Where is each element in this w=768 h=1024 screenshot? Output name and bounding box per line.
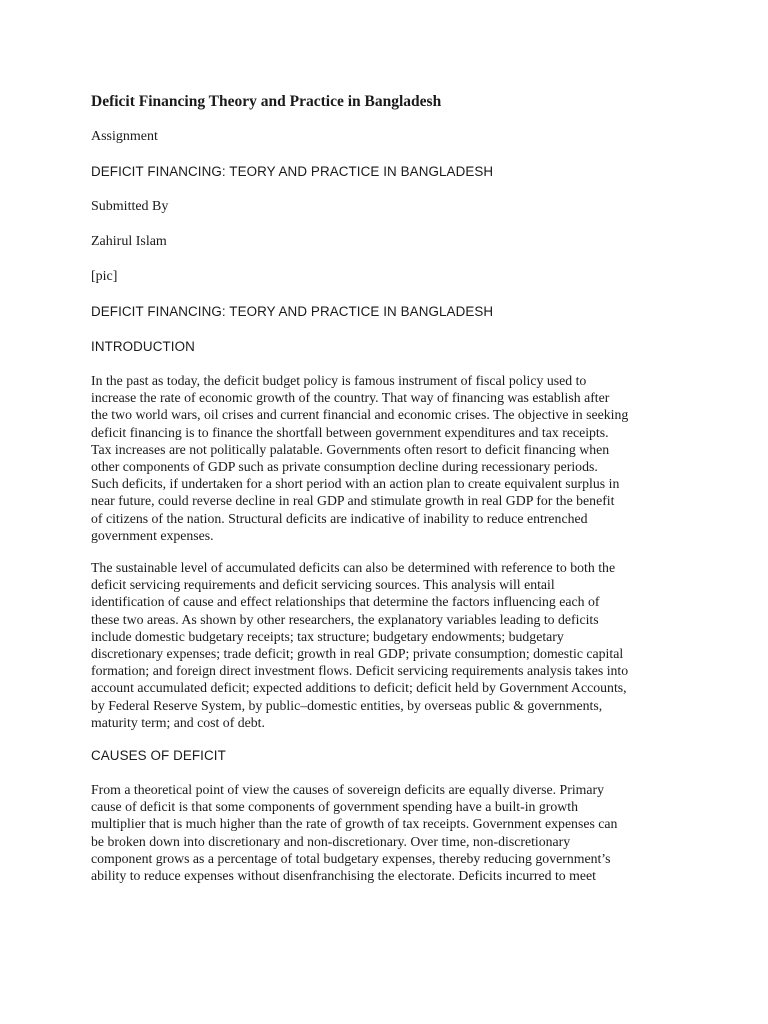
paragraph-introduction — [91, 372, 681, 544]
paragraph-line: include domestic budgetary receipts; tax structure; budgetary endowments; budgetary — [91, 628, 564, 644]
pic-placeholder: [pic] — [91, 269, 118, 284]
paragraph-line: identification of cause and effect relationships that determine the factors influencing each of — [91, 594, 600, 610]
paragraph-line: by Federal Reserve System, by public–domestic entities, by overseas public & governments, — [91, 697, 603, 713]
submitted-by-label: Submitted By — [91, 199, 169, 214]
paragraph-line: Such deficits, if undertaken for a short period with an action plan to create equivalent surplus in — [91, 476, 620, 492]
paragraph-line: deficit servicing requirements and deficit servicing sources. This analysis will entail — [91, 577, 555, 593]
document-page — [91, 92, 681, 899]
paragraph-sustainable-level — [91, 559, 681, 731]
paragraph-line: The sustainable level of accumulated deficits can also be determined with reference to both the — [91, 560, 616, 576]
paragraph-line: ability to reduce expenses without disenfranchising the electorate. Deficits incurred to meet — [91, 868, 596, 884]
paragraph-line: account accumulated deficit; expected additions to deficit; deficit held by Government Accounts, — [91, 680, 627, 696]
paragraph-line: government expenses. — [91, 527, 214, 543]
paragraph-line: formation; and foreign direct investment flows. Deficit servicing requirements analysis takes into — [91, 663, 629, 679]
paragraph-line: other components of GDP such as private consumption decline during recessionary periods. — [91, 459, 598, 475]
paragraph-line: deficit financing is to finance the shortfall between government expenditures and tax receipts. — [91, 424, 609, 440]
paragraph-line: Tax increases are not politically palatable. Governments often resort to deficit financing when — [91, 441, 610, 457]
paragraph-line: discretionary expenses; trade deficit; growth in real GDP; private consumption; domestic capital — [91, 646, 624, 662]
paragraph-line: component grows as a percentage of total budgetary expenses, thereby reducing government’s — [91, 850, 611, 866]
assignment-label: Assignment — [91, 129, 158, 144]
heading-deficit-financing-repeat: DEFICIT FINANCING: TEORY AND PRACTICE IN BANGLADESH — [91, 304, 494, 319]
section-causes-of-deficit: CAUSES OF DEFICIT — [91, 748, 226, 764]
document-title: Deficit Financing Theory and Practice in Bangladesh — [91, 93, 442, 110]
paragraph-line: increase the rate of economic growth of the country. That way of financing was establish after — [91, 390, 610, 406]
paragraph-line: cause of deficit is that some components of government spending have a built-in growth — [91, 799, 578, 815]
paragraph-causes — [91, 781, 681, 884]
paragraph-line: near future, could reverse decline in real GDP and stimulate growth in real GDP for the benefit — [91, 493, 615, 509]
heading-deficit-financing: DEFICIT FINANCING: TEORY AND PRACTICE IN BANGLADESH — [91, 164, 494, 179]
paragraph-line: multiplier that is much higher than the rate of growth of tax receipts. Government expenses can — [91, 816, 618, 832]
author-name: Zahirul Islam — [91, 234, 167, 249]
paragraph-line: maturity term; and cost of debt. — [91, 714, 265, 730]
paragraph-line: In the past as today, the deficit budget policy is famous instrument of fiscal policy used to — [91, 373, 587, 388]
paragraph-line: of citizens of the nation. Structural deficits are indicative of inability to reduce entrenched — [91, 510, 588, 526]
paragraph-line: From a theoretical point of view the causes of sovereign deficits are equally diverse. Primary — [91, 782, 604, 798]
paragraph-line: be broken down into discretionary and non-discretionary. Over time, non-discretionary — [91, 833, 571, 849]
section-introduction: INTRODUCTION — [91, 339, 195, 354]
paragraph-line: the two world wars, oil crises and current financial and economic crises. The objective in seeking — [91, 407, 629, 423]
paragraph-line: these two areas. As shown by other researchers, the explanatory variables leading to deficits — [91, 611, 599, 627]
